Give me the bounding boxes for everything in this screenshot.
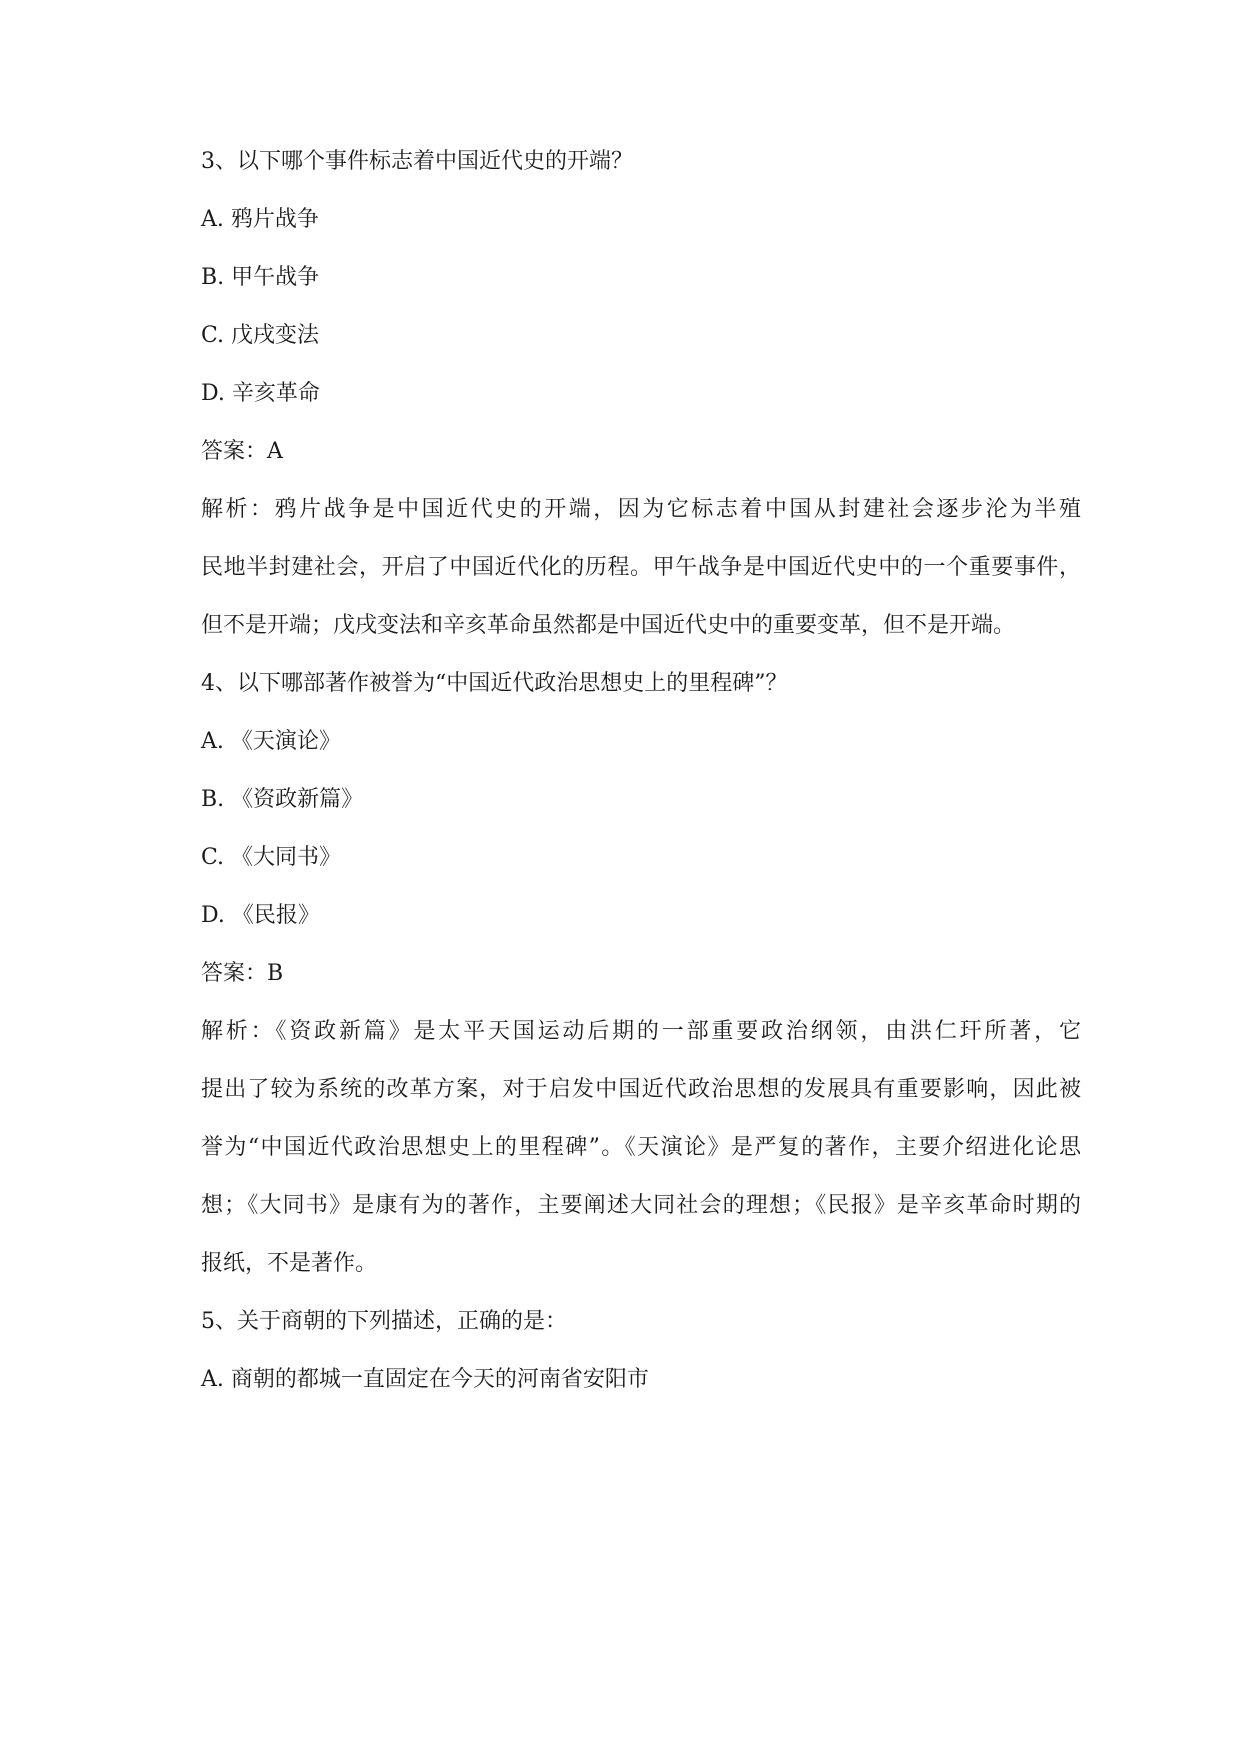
analysis-line: 提出了较为系统的改革方案，对于启发中国近代政治思想的发展具有重要影响，因此被 [201,1077,1081,1102]
analysis-line: 想；《大同书》是康有为的著作，主要阐述大同社会的理想；《民报》是辛亥革命时期的 [201,1193,1081,1218]
option-d: D. 《民报》 [201,903,320,928]
analysis-line: 但不是开端；戊戌变法和辛亥革命虽然都是中国近代史中的重要变革，但不是开端。 [201,613,1016,638]
question-stem: 4、以下哪部著作被誉为“中国近代政治思想史上的里程碑”？ [201,671,788,696]
option-c: C. 《大同书》 [201,845,342,870]
answer: 答案：A [201,439,283,464]
option-c: C. 戊戌变法 [201,323,320,348]
answer: 答案：B [201,961,284,986]
analysis-line: 解析：《资政新篇》是太平天国运动后期的一部重要政治纲领，由洪仁玕所著，它 [201,1019,1081,1044]
option-b: B. 《资政新篇》 [201,787,364,812]
analysis-line: 民地半封建社会，开启了中国近代化的历程。甲午战争是中国近代史中的一个重要事件， [201,555,1081,580]
option-a: A. 商朝的都城一直固定在今天的河南省安阳市 [201,1367,649,1392]
option-a: A. 《天演论》 [201,729,341,754]
question-stem: 5、关于商朝的下列描述，正确的是： [201,1309,567,1334]
analysis-line: 报纸，不是著作。 [201,1251,378,1276]
option-a: A. 鸦片战争 [201,207,319,232]
option-d: D. 辛亥革命 [201,381,320,406]
analysis-line: 解析：鸦片战争是中国近代史的开端，因为它标志着中国从封建社会逐步沦为半殖 [201,497,1081,522]
analysis-line: 誉为“中国近代政治思想史上的里程碑”。《天演论》是严复的著作，主要介绍进化论思 [201,1135,1081,1160]
option-b: B. 甲午战争 [201,265,320,290]
question-stem: 3、以下哪个事件标志着中国近代史的开端？ [201,149,633,174]
